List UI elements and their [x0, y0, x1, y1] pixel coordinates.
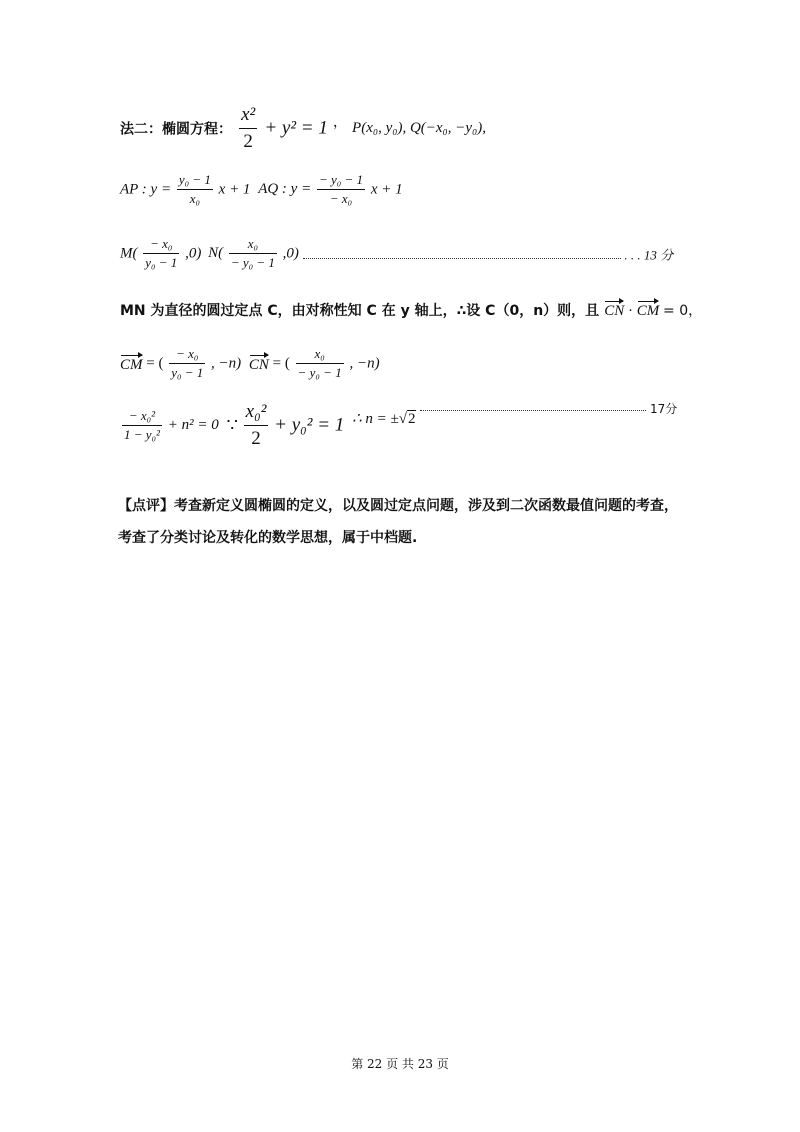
vector-cn: CN: [604, 300, 624, 320]
final-denominator-2: 2: [251, 427, 261, 449]
aq-denominator: − x₀: [329, 191, 353, 207]
n-suffix: ,0): [282, 245, 299, 262]
cm-fraction: [169, 346, 205, 382]
ellipse-equation-rest: + y² = 1: [264, 117, 328, 139]
cm-eq: = (: [146, 355, 164, 372]
score-17: 17分: [649, 402, 678, 416]
ap-aq-line: [120, 172, 403, 208]
dot-operator: ·: [628, 303, 634, 319]
page-footer: 第 22 页 共 23 页: [351, 1057, 449, 1071]
comment-line-1: 【点评】考查新定义圆椭圆的定义，以及圆过定点问题，涉及到二次函数最值问题的考查，: [118, 498, 678, 514]
vector-cm: CM: [637, 300, 660, 320]
leader-dots-13: [303, 248, 621, 259]
sqrt-two: √2: [398, 410, 416, 427]
leader-dots-17: [420, 400, 646, 411]
ellipse-numerator: x²: [239, 103, 257, 129]
score-13: . . . 13 分: [624, 247, 674, 263]
cn-eq: = (: [272, 355, 290, 372]
final-numerator-2: x₀²: [244, 400, 269, 426]
final-fraction-2: [244, 400, 269, 451]
circle-text: MN 为直径的圆过定点 C，由对称性知 C 在 y 轴上，∴设 C（0，n）则，且: [120, 303, 600, 319]
ellipse-fraction: [239, 103, 257, 154]
final-line: [120, 400, 677, 451]
final-denominator-1: 1 − y₀²: [124, 426, 160, 442]
ap-suffix: x + 1: [218, 181, 251, 198]
final-tail-1: + n² = 0: [167, 416, 219, 433]
vectors-line: [120, 346, 380, 382]
mn-points-line: [120, 236, 673, 272]
vector-cm-def: CM: [120, 354, 143, 374]
final-tail-2: + y₀² = 1: [274, 414, 345, 436]
aq-slope-fraction: [317, 172, 365, 208]
n-fraction: [229, 236, 277, 272]
cn-tail: , −n): [349, 355, 380, 372]
cn-fraction: [296, 346, 344, 382]
sqrt-radicand: 2: [407, 410, 416, 427]
cm-numerator: − x₀: [169, 346, 205, 364]
cm-denominator: y₀ − 1: [171, 365, 204, 381]
ap-prefix: AP : y =: [120, 181, 172, 198]
m-suffix: ,0): [185, 245, 202, 262]
points-pq: P(x₀, y₀), Q(−x₀, −y₀),: [352, 119, 487, 136]
therefore-clause: ∴ n = ±: [352, 410, 399, 427]
equals-zero: = 0，: [663, 303, 703, 319]
m-numerator: − x₀: [143, 236, 179, 254]
because-symbol: ∵: [226, 414, 238, 435]
m-prefix: M(: [120, 245, 138, 262]
aq-suffix: x + 1: [370, 181, 403, 198]
ap-numerator: y₀ − 1: [177, 172, 213, 190]
method-two-label: 法二：椭圆方程：: [120, 121, 232, 138]
circle-line: [120, 300, 702, 320]
aq-prefix: AQ : y =: [258, 181, 312, 198]
m-denominator: y₀ − 1: [145, 255, 178, 271]
n-denominator: − y₀ − 1: [230, 255, 275, 271]
aq-numerator: − y₀ − 1: [317, 172, 365, 190]
n-numerator: x₀: [229, 236, 277, 254]
cn-numerator: x₀: [296, 346, 344, 364]
m-fraction: [143, 236, 179, 272]
cn-denominator: − y₀ − 1: [297, 365, 342, 381]
ellipse-denominator: 2: [243, 130, 253, 152]
final-fraction-1: [122, 408, 162, 444]
cm-tail: , −n): [211, 355, 242, 372]
comma: ，: [332, 114, 347, 131]
ap-denominator: x₀: [189, 191, 201, 207]
ap-slope-fraction: [177, 172, 213, 208]
n-prefix: N(: [208, 245, 224, 262]
method-two-line: [120, 103, 486, 154]
final-numerator-1: − x₀²: [122, 408, 162, 426]
vector-cn-def: CN: [249, 354, 269, 374]
comment-line-2: 考查了分类讨论及转化的数学思想，属于中档题.: [118, 530, 418, 546]
